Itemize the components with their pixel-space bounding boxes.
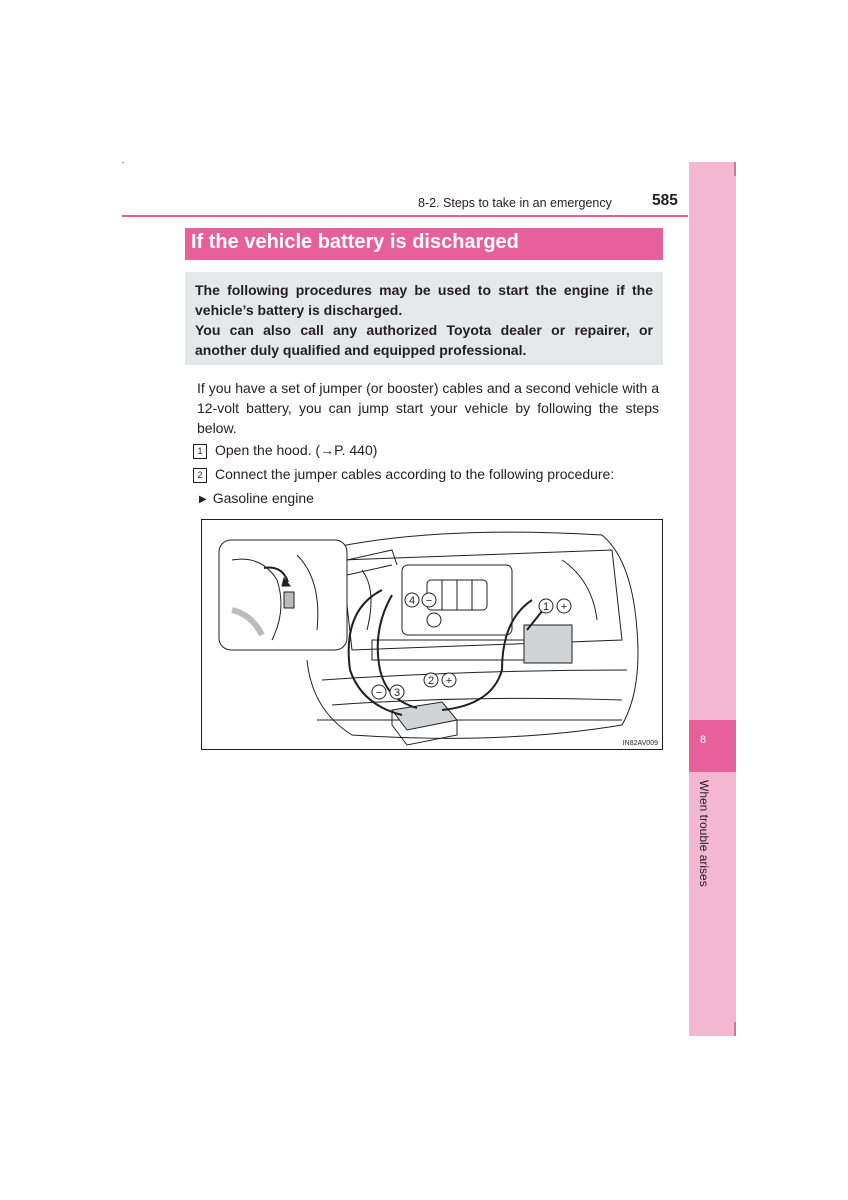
chapter-side-tab[interactable] (689, 162, 736, 1036)
corner-mark (122, 162, 124, 163)
chapter-title: When trouble arises (697, 780, 711, 887)
step-item (193, 440, 377, 460)
step-text: Open the hood. (→P. 440) (215, 442, 378, 458)
tab-tick (734, 1022, 736, 1036)
callout-1: 1 (542, 601, 550, 613)
engine-bay-drawing (202, 520, 664, 751)
header-rule (122, 215, 688, 217)
step-number: 2 (193, 468, 207, 483)
callout-2: 2 (427, 675, 435, 687)
triangle-bullet-icon: ▶ (199, 494, 207, 505)
section-reference: 8-2. Steps to take in an emergency (418, 196, 612, 210)
body-paragraph: If you have a set of jumper (or booster) cables and a second vehicle with a 12-volt battery, you can jump start your vehicle by following the steps below. (197, 380, 659, 436)
intro-text: The following procedures may be used to start the engine if the vehicle’s battery is discharged. (195, 282, 653, 318)
page-title: If the vehicle battery is discharged (191, 231, 519, 253)
page-number: 585 (652, 192, 678, 209)
step-number: 1 (193, 444, 207, 459)
chapter-tab-active[interactable] (689, 720, 736, 772)
plus-sign: + (445, 675, 453, 687)
callout-3: 3 (393, 687, 401, 699)
sub-item (199, 488, 314, 510)
step-item (193, 464, 614, 484)
tab-tick (734, 162, 736, 176)
sub-item-text: Gasoline engine (212, 490, 314, 506)
chapter-number: 8 (700, 734, 707, 746)
figure-code: IN82AV009 (622, 740, 658, 747)
minus-sign: − (425, 595, 433, 607)
step-text: Connect the jumper cables according to the following procedure: (215, 466, 615, 482)
minus-sign: − (375, 687, 383, 699)
intro-box (185, 272, 663, 365)
callout-4: 4 (408, 595, 416, 607)
jump-start-illustration (201, 519, 663, 750)
plus-sign: + (560, 601, 568, 613)
intro-text: You can also call any authorized Toyota dealer or repairer, or another duly qualified and equipped professional. (195, 322, 653, 358)
